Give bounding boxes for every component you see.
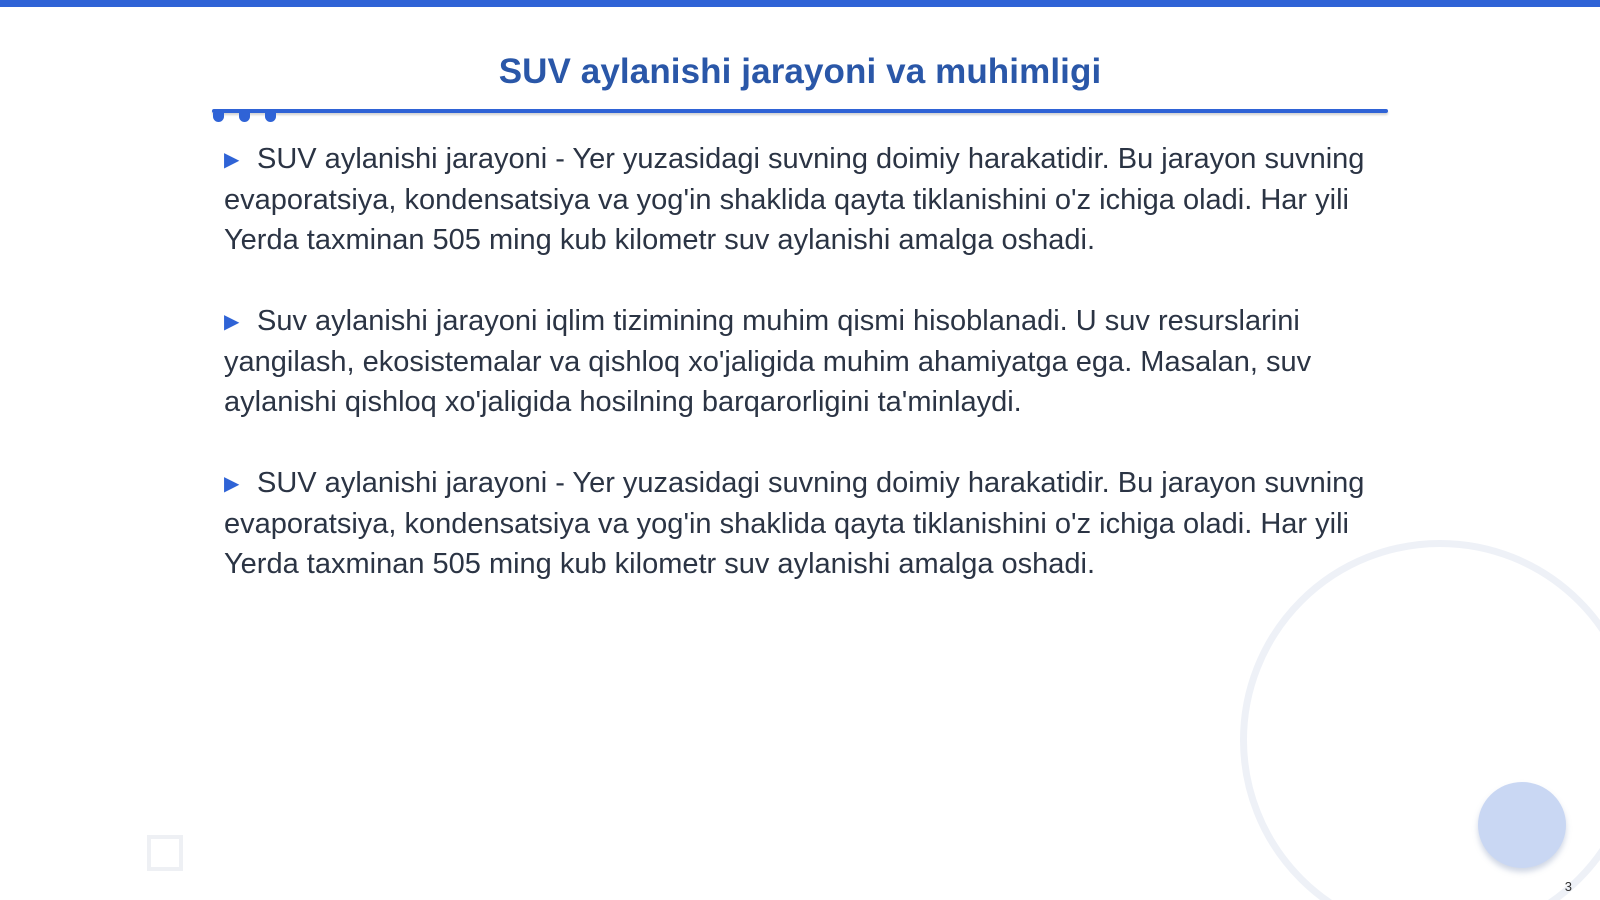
bullet-text: SUV aylanishi jarayoni - Yer yuzasidagi suvning doimiy harakatidir. Bu jarayon suvning evaporatsiya, kondensatsiya va yog'in shaklida qayta tiklanishini o'z ichiga oladi. Har yili Yerda taxminan 505 ming kub kilometr suv aylanishi amalga oshadi. [224, 467, 1365, 580]
triangle-right-icon: ▶ [224, 311, 240, 333]
triangle-right-icon: ▶ [224, 149, 240, 171]
decorative-disc [1478, 782, 1566, 868]
decorative-dot [239, 113, 250, 122]
top-accent-bar [0, 0, 1600, 7]
decorative-dot [213, 113, 224, 122]
title-underline [212, 109, 1388, 113]
slide-title: SUV aylanishi jarayoni va muhimligi [498, 52, 1102, 91]
bullet-paragraph [224, 139, 1374, 260]
triangle-right-icon: ▶ [224, 473, 240, 495]
page-number: 3 [1564, 879, 1572, 894]
decorative-dot [265, 113, 276, 122]
bullet-text: Suv aylanishi jarayoni iqlim tizimining muhim qismi hisoblanadi. U suv resurslarini yangilash, ekosistemalar va qishloq xo'jaligida muhim ahamiyatga ega. Masalan, suv aylanishi qishloq xo'jaligida hosilning barqarorligini ta'minlaydi. [224, 305, 1312, 418]
bullet-text: SUV aylanishi jarayoni - Yer yuzasidagi suvning doimiy harakatidir. Bu jarayon suvning evaporatsiya, kondensatsiya va yog'in shaklida qayta tiklanishini o'z ichiga oladi. Har yili Yerda taxminan 505 ming kub kilometr suv aylanishi amalga oshadi. [224, 143, 1365, 256]
bullet-paragraph [224, 463, 1374, 584]
decorative-square [147, 835, 183, 871]
slide-body [224, 139, 1374, 625]
bullet-paragraph [224, 301, 1374, 422]
